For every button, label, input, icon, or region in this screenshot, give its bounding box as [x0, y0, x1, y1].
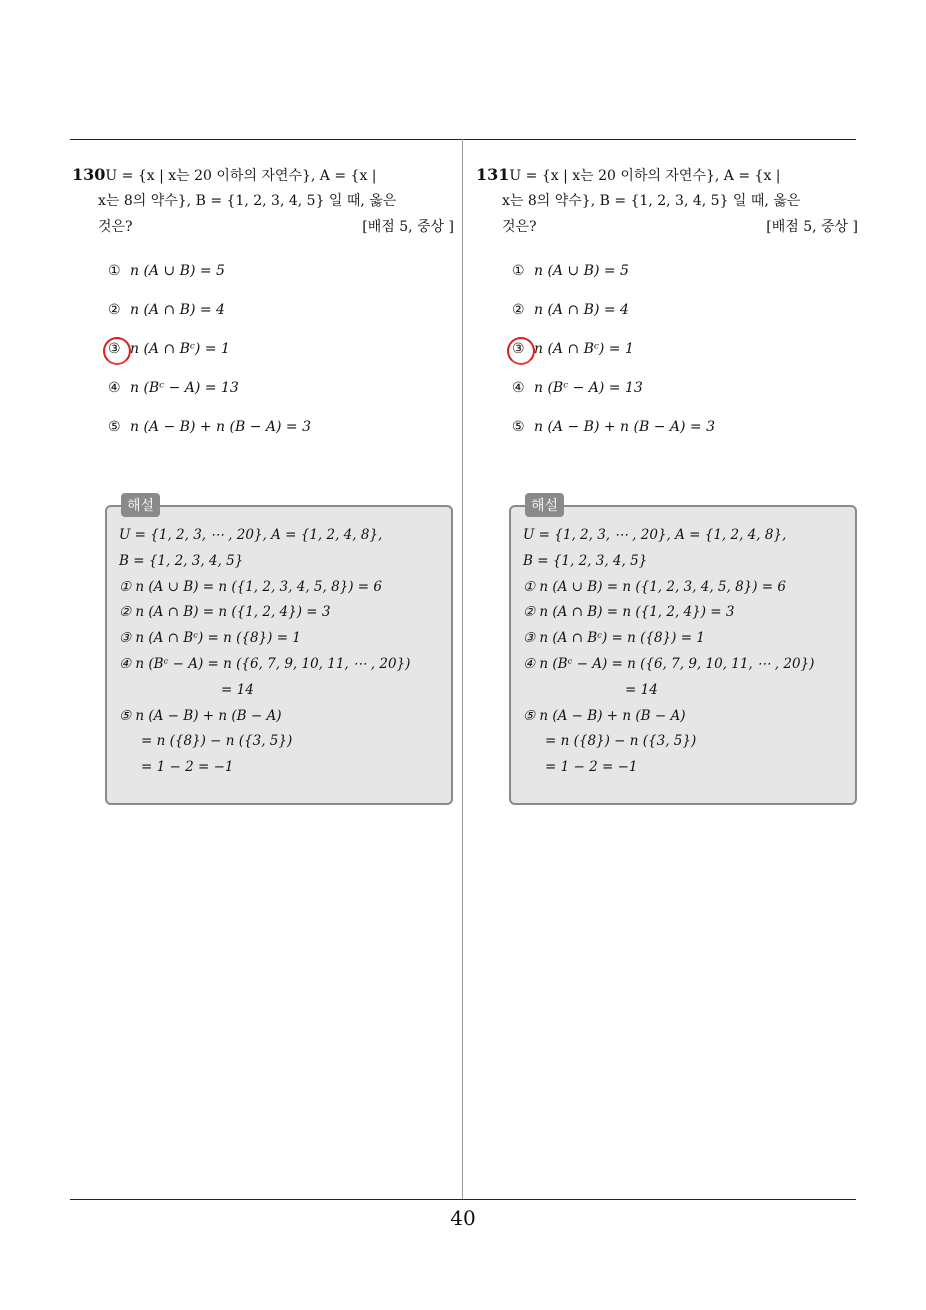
choice-text: n (A ∩ B) = 4 — [534, 302, 629, 318]
solution-line: B = {1, 2, 3, 4, 5} — [523, 552, 648, 569]
solution-line: U = {1, 2, 3, ⋯ , 20}, A = {1, 2, 4, 8}, — [119, 527, 383, 543]
solution-line: B = {1, 2, 3, 4, 5} — [119, 552, 244, 569]
solution-line: = n ({8}) − n ({3, 5}) — [141, 733, 293, 750]
solution-line: ⑤ n (A − B) + n (B − A) — [523, 707, 686, 724]
choice-text: n (Bᶜ − A) = 13 — [534, 380, 643, 396]
choice-2[interactable] — [108, 291, 458, 330]
score-label: [배점 5, 중상 ] — [362, 219, 454, 235]
answer-mark-circle — [103, 337, 131, 365]
choice-text: n (A ∩ Bᶜ) = 1 — [534, 341, 634, 357]
choice-number: ④ — [512, 380, 525, 396]
question-130 — [72, 162, 458, 776]
solution-box — [105, 498, 453, 805]
choice-number: ④ — [108, 380, 121, 396]
answer-mark-circle — [507, 337, 535, 365]
choice-1[interactable] — [512, 252, 862, 291]
solution-line: ③ n (A ∩ Bᶜ) = n ({8}) = 1 — [119, 630, 301, 647]
solution-line: U = {1, 2, 3, ⋯ , 20}, A = {1, 2, 4, 8}, — [523, 527, 787, 543]
solution-line: ⑤ n (A − B) + n (B − A) — [119, 707, 282, 724]
column-divider — [462, 139, 463, 1200]
choice-text: n (A − B) + n (B − A) = 3 — [534, 419, 716, 435]
choice-number: ③ — [108, 341, 121, 357]
choice-number: ③ — [512, 341, 525, 357]
solution-body — [119, 523, 410, 781]
solution-line: = 1 − 2 = −1 — [545, 759, 638, 776]
choice-1[interactable] — [108, 252, 458, 291]
solution-line: ① n (A ∪ B) = n ({1, 2, 3, 4, 5, 8}) = 6 — [119, 578, 382, 595]
choice-5[interactable] — [108, 408, 458, 447]
solution-line: ② n (A ∩ B) = n ({1, 2, 4}) = 3 — [119, 604, 331, 621]
choice-number: ② — [512, 302, 525, 318]
solution-line: ④ n (Bᶜ − A) = n ({6, 7, 9, 10, 11, ⋯ , 20}) — [119, 655, 411, 672]
choice-3[interactable] — [512, 330, 862, 369]
question-stem — [476, 162, 862, 240]
choice-text: n (A ∪ B) = 5 — [534, 263, 629, 279]
page-number: 40 — [450, 1206, 476, 1230]
solution-line: = n ({8}) − n ({3, 5}) — [545, 733, 697, 750]
question-stem — [72, 162, 458, 240]
choice-number: ⑤ — [108, 419, 121, 435]
solution-box — [509, 498, 857, 805]
solution-body — [523, 523, 814, 781]
question-text-line-1: U = {x | x는 20 이하의 자연수}, A = {x | — [509, 168, 781, 184]
solution-line: ② n (A ∩ B) = n ({1, 2, 4}) = 3 — [523, 604, 735, 621]
solution-line: ③ n (A ∩ Bᶜ) = n ({8}) = 1 — [523, 630, 705, 647]
solution-label: 해설 — [121, 493, 160, 517]
choice-list — [72, 252, 458, 447]
solution-line: = 1 − 2 = −1 — [141, 759, 234, 776]
score-label: [배점 5, 중상 ] — [766, 219, 858, 235]
choice-number: ① — [108, 263, 121, 279]
choice-list — [476, 252, 862, 447]
question-131 — [476, 162, 862, 776]
solution-line: ① n (A ∪ B) = n ({1, 2, 3, 4, 5, 8}) = 6 — [523, 578, 786, 595]
choice-number: ⑤ — [512, 419, 525, 435]
choice-4[interactable] — [108, 369, 458, 408]
choice-text: n (Bᶜ − A) = 13 — [130, 380, 239, 396]
choice-text: n (A ∪ B) = 5 — [130, 263, 225, 279]
choice-number: ① — [512, 263, 525, 279]
question-text-line-2: x는 8의 약수}, B = {1, 2, 3, 4, 5} 일 때, 옳은 — [502, 193, 801, 209]
choice-text: n (A ∩ Bᶜ) = 1 — [130, 341, 230, 357]
solution-line: = 14 — [625, 681, 658, 698]
solution-line: = 14 — [221, 681, 254, 698]
question-text-line-1: U = {x | x는 20 이하의 자연수}, A = {x | — [105, 168, 377, 184]
choice-2[interactable] — [512, 291, 862, 330]
solution-line: ④ n (Bᶜ − A) = n ({6, 7, 9, 10, 11, ⋯ , 20}) — [523, 655, 815, 672]
question-text-line-3: 것은? — [98, 219, 133, 235]
solution-label: 해설 — [525, 493, 564, 517]
top-rule — [70, 139, 856, 140]
question-number: 131 — [476, 165, 510, 184]
choice-4[interactable] — [512, 369, 862, 408]
choice-text: n (A ∩ B) = 4 — [130, 302, 225, 318]
question-text-line-3: 것은? — [502, 219, 537, 235]
choice-number: ② — [108, 302, 121, 318]
choice-5[interactable] — [512, 408, 862, 447]
choice-3[interactable] — [108, 330, 458, 369]
question-text-line-2: x는 8의 약수}, B = {1, 2, 3, 4, 5} 일 때, 옳은 — [98, 193, 397, 209]
question-number: 130 — [72, 165, 106, 184]
bottom-rule — [70, 1199, 856, 1200]
choice-text: n (A − B) + n (B − A) = 3 — [130, 419, 312, 435]
